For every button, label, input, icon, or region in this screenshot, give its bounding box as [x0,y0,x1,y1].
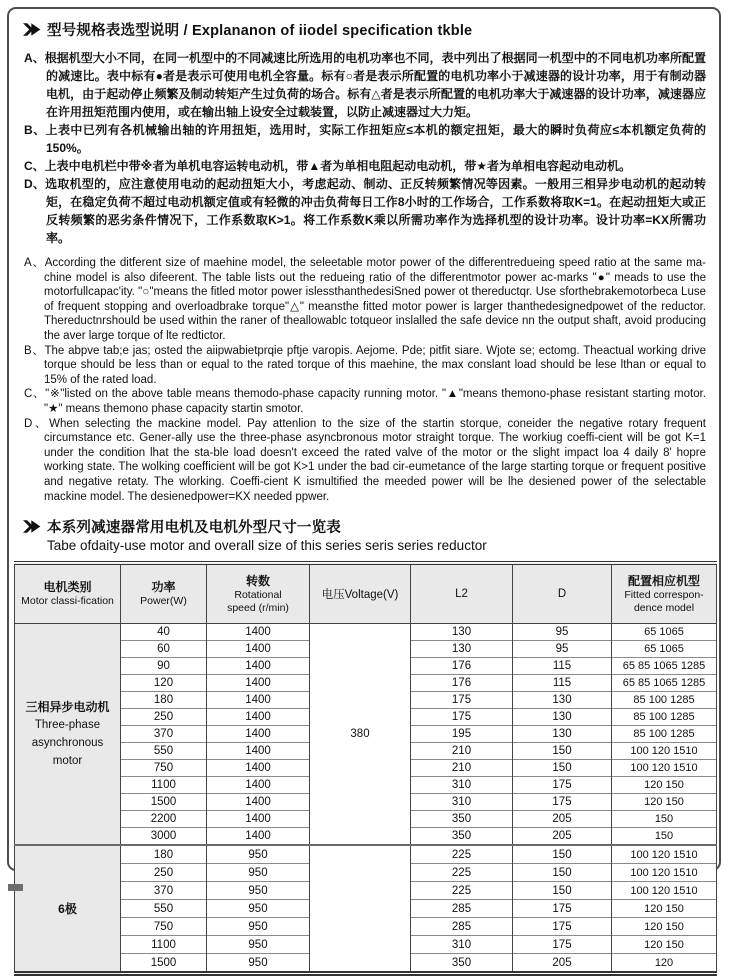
l2-cell: 310 [411,794,513,811]
power-cell: 1500 [121,794,207,811]
power-cell: 550 [121,743,207,760]
header-power-cn: 功率 [151,580,176,595]
l2-cell: 175 [411,692,513,709]
speed-cell: 1400 [207,811,310,828]
page-corner-mark [8,884,23,891]
fitted-model-cell: 120 150 [612,777,717,794]
col-header-l2 [411,563,513,624]
speed-cell: 950 [207,845,310,864]
d-cell: 115 [513,675,612,692]
motor-category-label-en: motor [52,755,83,768]
paragraph-cn-d: D、选取机型的，应注意使用电动的起动扭矩大小，考虑起动、制动、正反转频繁情况等因素。一般用三相异步电动机的起动转矩，在稳定负荷不超过电动机额定值或有轻微的冲击负荷每日工作8小时的工作场合，工作系数将取K=1。在起动扭矩大或正反转频繁的恶劣条件情况下，工作系数取K>1。将工作系数K乘以所需功率作为选择机型的设计功率。设计功率=KX所需功率。 [24,177,706,245]
l2-cell: 210 [411,760,513,777]
l2-cell: 350 [411,828,513,846]
d-cell: 95 [513,624,612,641]
page-border [7,7,721,969]
fitted-model-cell: 100 120 1510 [612,882,717,900]
d-cell: 175 [513,794,612,811]
spec-table-body [15,624,717,974]
speed-cell: 1400 [207,624,310,641]
header-speed-en1: Rotational [234,589,282,602]
d-cell: 205 [513,954,612,974]
paragraph-cn-c: C、上表中电机栏中带※者为单机电容运转电动机，带▲者为单相电阻起动电动机，带★者为单相电容起动电动机。 [24,159,631,173]
power-cell: 90 [121,658,207,675]
motor-category-cell [15,624,121,846]
header-l2: L2 [455,588,468,601]
motor-category-label-cn: 6极 [58,901,77,916]
speed-cell: 950 [207,900,310,918]
power-cell: 250 [121,709,207,726]
d-cell: 175 [513,918,612,936]
power-cell: 40 [121,624,207,641]
header-model-cn: 配置相应机型 [627,574,700,589]
d-cell: 150 [513,760,612,777]
paragraph-cn-a: A、根据机型大小不同，在同一机型中的不同减速比所选用的电机功率也不同，表中列出了根据同一机型中的不同电机功率所配置的减速比。表中标有●者是表示可使用电机全容量。标有○者是表示所配置的电机功率小于减速器的设计功率，用于有制动器电机，由于起动停止频繁及制动转矩产生过负荷的场合。标有△者是表示所配置的电机功率大于减速器的设计功率，减速器应在许用扭矩范围内使用，或在输出轴上设安全过载装置，以防止减速器过大力矩。 [24,51,706,119]
en-paragraphs [24,256,706,504]
l2-cell: 225 [411,882,513,900]
l2-cell: 350 [411,954,513,974]
power-cell: 250 [121,864,207,882]
header-speed-en2: speed (r/min) [227,601,289,614]
l2-cell: 195 [411,726,513,743]
power-cell: 180 [121,845,207,864]
power-cell: 120 [121,675,207,692]
l2-cell: 176 [411,658,513,675]
col-header-power [121,563,207,624]
speed-cell: 1400 [207,675,310,692]
speed-cell: 950 [207,864,310,882]
power-cell: 750 [121,918,207,936]
double-arrow-icon [23,22,41,37]
speed-cell: 1400 [207,828,310,846]
fitted-model-cell: 85 100 1285 [612,726,717,743]
fitted-model-cell: 150 [612,811,717,828]
fitted-model-cell: 85 100 1285 [612,709,717,726]
d-cell: 130 [513,709,612,726]
header-d: D [557,588,567,601]
fitted-model-cell: 65 1065 [612,641,717,658]
section1-title: 型号规格表选型说明 / Explananon of iiodel specification tkble [47,23,473,39]
l2-cell: 175 [411,709,513,726]
fitted-model-cell: 100 120 1510 [612,743,717,760]
d-cell: 150 [513,864,612,882]
l2-cell: 130 [411,641,513,658]
power-cell: 3000 [121,828,207,846]
paragraph-en-a: A、According the ditferent size of maehine model, the seleetable motor power of the differentredueing speed ratio at the same ma-chine model is also difeerent. The table lists out the redueing ratio of the differentmotor power ac-marks "●" meads to use the motorfullcapac'ity. "○"means the fitled motor power islessthanthedesiSned power ot thereductqr. Use sforthebrakemotorbeca Luse of frequent stopping and overloadbrake torque"△" meansthe fitted motor power is larger thanthedesignedpowet of the reductor. Thereductnrshould be used within the raner of theallowablc totqueor inslalled the safe device nn the output shaft, avoid producing the aver large torque of lte redtictor. [24,257,706,342]
fitted-model-cell: 120 150 [612,900,717,918]
motor-category-label-cn: 三相异步电动机 [25,700,110,715]
power-cell: 1500 [121,954,207,974]
l2-cell: 310 [411,936,513,954]
speed-cell: 950 [207,936,310,954]
motor-spec-table [14,561,717,976]
table-row [15,845,717,864]
d-cell: 175 [513,900,612,918]
power-cell: 550 [121,900,207,918]
d-cell: 115 [513,658,612,675]
speed-cell: 1400 [207,743,310,760]
power-cell: 750 [121,760,207,777]
fitted-model-cell: 150 [612,828,717,846]
header-power-en: Power(W) [140,595,187,608]
paragraph-en-b: B、The abpve tab;e jas; osted the aiipwabietprqie pftje varopis. Aejome. Pde; pitfit siare. Wjote se; ectomg. Theactual working drive torque should be less than or equal to the rated torque of this maehine, the max conslant load should be lese lthan or equal to 15% of the rated load. [24,344,706,386]
power-cell: 1100 [121,777,207,794]
voltage-cell [310,845,411,974]
section2-title-cn: 本系列减速器常用电机及电机外型尺寸一览表 [47,520,341,537]
section2-title-en: Tabe ofdaity-use motor and overall size of this series seris series reductor [47,538,487,554]
power-cell: 1100 [121,936,207,954]
l2-cell: 310 [411,777,513,794]
l2-cell: 225 [411,864,513,882]
power-cell: 2200 [121,811,207,828]
speed-cell: 1400 [207,760,310,777]
l2-cell: 225 [411,845,513,864]
d-cell: 150 [513,882,612,900]
speed-cell: 1400 [207,794,310,811]
d-cell: 130 [513,726,612,743]
speed-cell: 1400 [207,726,310,743]
d-cell: 175 [513,936,612,954]
l2-cell: 350 [411,811,513,828]
header-model-en2: dence model [633,601,695,614]
fitted-model-cell: 120 [612,954,717,974]
speed-cell: 950 [207,954,310,974]
power-cell: 60 [121,641,207,658]
paragraph-en-d: D、When selecting the mackine model. Pay attenlion to the size of the startin storque, coneider the negative rotary frequent circumstance etc. Gener-ally use the three-phase asyncbronous motor straight torque. The workiug coeffi-cient will be got K=1 under the condition lhat the sta-ble load doesn't exceed the rated valve of the motor or the slight impact loa 4 daily 8' hopre working state. The wolking coefficient will be got K>1 under the bad cir-eumetance of the large starting torque or frequent positive and negative retaty. The wlorking. Coeffi-cient K ismultified the meeded power will be lhe desiened power of the selectable mackine model. The desienedpower=KX needed ppwer. [24,417,706,503]
table-row [15,624,717,641]
speed-cell: 950 [207,918,310,936]
l2-cell: 210 [411,743,513,760]
paragraph-en-c: C、"※"listed on the above table means themodo-phase capacity running motor. "▲"means themono-phase resistant starting motor. "★" means themono phase capacity startin smotor. [24,388,706,415]
fitted-model-cell: 120 150 [612,918,717,936]
header-motor-class-en: Motor classi-fication [21,595,114,608]
header-speed-cn: 转数 [245,574,270,589]
paragraph-cn-b: B、上表中已列有各机械输出轴的许用扭矩，选用时，实际工作扭矩应≤本机的额定扭矩，最大的瞬时负荷应≤本机额定负荷的150%。 [24,123,706,155]
d-cell: 130 [513,692,612,709]
l2-cell: 176 [411,675,513,692]
d-cell: 205 [513,828,612,846]
power-cell: 180 [121,692,207,709]
l2-cell: 130 [411,624,513,641]
speed-cell: 1400 [207,641,310,658]
fitted-model-cell: 65 1065 [612,624,717,641]
cn-paragraphs [24,49,706,247]
fitted-model-cell: 85 100 1285 [612,692,717,709]
power-cell: 370 [121,726,207,743]
speed-cell: 1400 [207,777,310,794]
motor-category-label-en: Three-phase [34,719,101,732]
l2-cell: 285 [411,918,513,936]
fitted-model-cell: 100 120 1510 [612,760,717,777]
d-cell: 150 [513,845,612,864]
fitted-model-cell: 100 120 1510 [612,845,717,864]
col-header-model [612,563,717,624]
l2-cell: 285 [411,900,513,918]
fitted-model-cell: 120 150 [612,794,717,811]
fitted-model-cell: 65 85 1065 1285 [612,658,717,675]
d-cell: 205 [513,811,612,828]
table-header-row [15,563,717,624]
section1-header [23,19,707,40]
voltage-cell: 380 [310,624,411,846]
speed-cell: 1400 [207,709,310,726]
header-voltage: 电压Voltage(V) [321,589,399,602]
d-cell: 150 [513,743,612,760]
d-cell: 175 [513,777,612,794]
power-cell: 370 [121,882,207,900]
section2-header [23,516,707,537]
motor-category-label-en: asynchronous [31,737,104,750]
d-cell: 95 [513,641,612,658]
speed-cell: 950 [207,882,310,900]
motor-category-cell [15,845,121,974]
speed-cell: 1400 [207,692,310,709]
speed-cell: 1400 [207,658,310,675]
fitted-model-cell: 65 85 1065 1285 [612,675,717,692]
col-header-speed [207,563,310,624]
double-arrow-icon [23,519,41,534]
col-header-d [513,563,612,624]
header-motor-class-cn: 电机类别 [43,580,92,595]
header-model-en1: Fitted correspon- [624,589,704,602]
col-header-voltage [310,563,411,624]
col-header-motor-class [15,563,121,624]
fitted-model-cell: 100 120 1510 [612,864,717,882]
fitted-model-cell: 120 150 [612,936,717,954]
